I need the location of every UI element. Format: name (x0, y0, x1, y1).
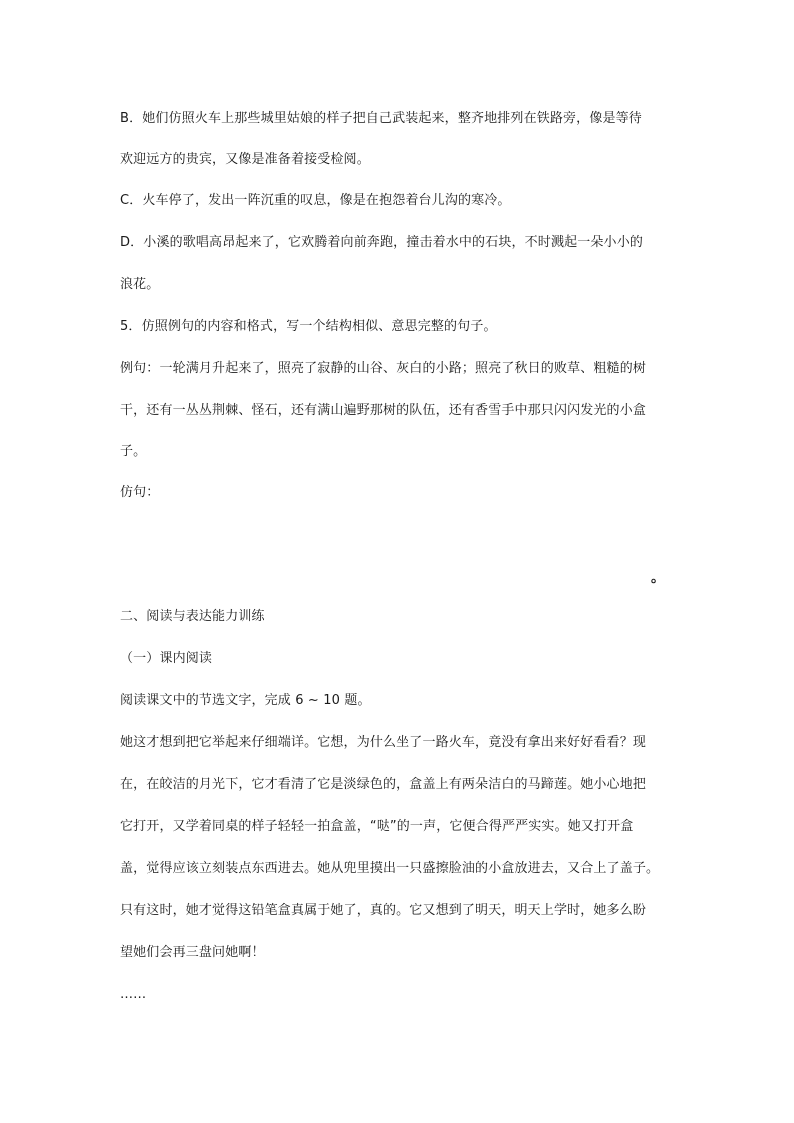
example-sentence-line-3: 子。 (120, 444, 147, 459)
example-sentence-line-1: 例句：一轮满月升起来了，照亮了寂静的山谷、灰白的小路；照亮了秋日的败草、粗糙的树 (120, 361, 647, 376)
section-heading: 二、阅读与表达能力训练 (120, 609, 265, 624)
section-subheading: （一）课内阅读 (120, 651, 213, 666)
passage-line-4: 盖，觉得应该立刻装点东西进去。她从兜里摸出一只盛擦脸油的小盒放进去，又合上了盖子。 (120, 861, 660, 876)
passage-line-1: 她这才想到把它举起来仔细端详。它想，为什么坐了一路火车，竟没有拿出来好好看看？现 (120, 735, 647, 750)
passage-ellipsis: …… (120, 987, 147, 1002)
question-5-prompt: 5．仿照例句的内容和格式，写一个结构相似、意思完整的句子。 (120, 319, 497, 334)
passage-line-5: 只有这时，她才觉得这铅笔盒真属于她了，真的。它又想到了明天，明天上学时，她多么盼 (120, 903, 647, 918)
option-d-line-1: D．小溪的歌唱高昂起来了，它欢腾着向前奔跑，撞击着水中的石块，不时溅起一朵小小的 (120, 235, 644, 250)
reading-instruction: 阅读课文中的节选文字，完成 6 ~ 10 题。 (120, 693, 371, 708)
option-d-line-2: 浪花。 (120, 277, 160, 292)
answer-end-period: 。 (651, 570, 665, 586)
example-sentence-line-2: 干，还有一丛丛荆棘、怪石，还有满山遍野那树的队伍，还有香雪手中那只闪闪发光的小盒 (120, 403, 647, 418)
option-b-line-1: B．她们仿照火车上那些城里姑娘的样子把自己武装起来，整齐地排列在铁路旁，像是等待 (120, 111, 642, 126)
passage-line-6: 望她们会再三盘问她啊！ (120, 945, 265, 960)
passage-line-2: 在，在皎洁的月光下，它才看清了它是淡绿色的，盒盖上有两朵洁白的马蹄莲。她小心地把 (120, 777, 647, 792)
passage-line-3: 它打开，又学着同桌的样子轻轻一拍盒盖，“哒”的一声，它便合得严严实实。她又打开盒 (120, 819, 634, 834)
option-c-line-1: C．火车停了，发出一阵沉重的叹息，像是在抱怨着台儿沟的寒冷。 (120, 193, 511, 208)
answer-label: 仿句： (120, 485, 160, 500)
option-b-line-2: 欢迎远方的贵宾，又像是准备着接受检阅。 (120, 152, 370, 167)
